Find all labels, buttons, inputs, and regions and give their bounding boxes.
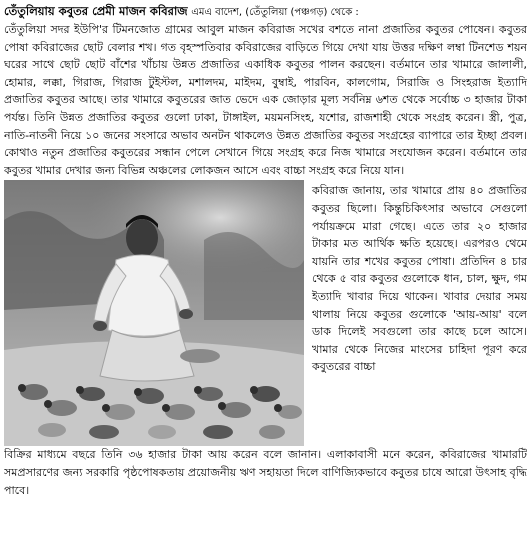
headline-row — [4, 3, 527, 21]
photo-section — [4, 180, 527, 446]
headline: তেঁতুলিয়ায় কবুতর প্রেমী মাজন কবিরাজ — [4, 4, 188, 18]
side-column-text: কবিরাজ জানায়, তার খামারে প্রায় ৪০ প্রজাতির কবুতর ছিলো। কিন্তুচিকিৎসার অভাবে সেগুলো পর্যায়ক্রমে মারা গেছে। এতে তার ২০ হাজার টাকার মত আর্থিক ক্ষতি হয়েছে। এরপরও থেমে যায়নি তার শখের কবুতর পোষা। প্রতিদিন ৪ চার থেকে ৫ বার কবুতর গুলোকে ধান, চাল, ক্ষুদ, গম ইত্যাদি খাবার দিয়ে থাকেন। খাবার দেয়ার সময় থালায় নিয়ে কবুতর গুলোকে 'আয়-আয়' বলে ডাক দিলেই সবগুলো তার কাছে চলে আসে। খামার থেকে নিজের মাংসের চাহিদা পূরণ করে কবুতরের বাচ্চা — [312, 184, 527, 374]
byline: এমএ বাদেশ, (তেঁতুলিয়া (পঞ্চগড়) থেকে : — [191, 7, 359, 18]
paragraph-intro: তেঁতুলিয়া সদর ইউপি'র টিমনজোত গ্রামের আবুল মাজন কবিরাজ সখের বশতে নানা প্রজাতির কবুতর পোষেন। কবুতর পোষা কবিরাজের ছোট বেলার শখ। গত বৃহস্পতিবার কবিরাজের বাড়িতে গিয়ে দেখা যায় উত্তর দক্ষিণ লম্বা টিনশেড শয়ন ঘরের সাথে ছোট ছোট বাঁশের খাঁচায় উন্নত প্রজাতির একাধিক কবুতর পালন করছেন। বর্তমানে তার খামারে জালালী, হোমার, লক্কা, গিরাজ, গিরাজ টুইস্টল, মশালদম, মাইদম, বুম্বাই, পারবিন, কালগোম, সিরাজি ও সিংহরাজ ইত্যাদি প্রজাতির কবুতর আছে। তার খামারে কবুতরের জাত ভেদে এক জোড়ার মূল্য সর্বনিম্ন ৬শত থেকে সর্বোচ্চ ৩ হাজার টাকা পর্যন্ত। তিনি উন্নত প্রজাতির কবুতর গুলো ঢাকা, টাঙ্গাইল, ময়মনসিংহ, যশোর, রাজশাহী থেকে সংগ্রহ করেন। স্ত্রী, পুত্র, নাতি-নাতনী নিয়ে ১০ জনের সংসারে অভাব অনটন থাকলেও উন্নত প্রজাতির কবুতর সংগ্রহের ব্যাপারে তার ইচ্ছা প্রবল। কোথাও নতুন প্রজাতির কবুতরের সন্ধান পেলে সেখানে গিয়ে সংগ্রহ করে নিজ খামারে সংযোজন করেন। বর্তমানে তার কবুতর খামার দেখার জন্য বিভিন্ন অঞ্চলের লোকজন আসে এবং বাচ্চা সংগ্রহ করে নিয়ে যান। — [4, 23, 527, 177]
man-feeding-pigeons-photo — [4, 180, 304, 446]
paragraph-closing: বিক্রির মাধ্যমে বছরে তিনি ৩৬ হাজার টাকা আয় করেন বলে জানান। এলাকাবাসী মনে করেন, কবিরাজের খামারটি সমপ্রসারণের জন্য সরকারি পৃষ্ঠপোষকতায় প্রয়োজনীয় ঋণ সহায়তা দিলে বাণিজ্যিকভাবে কবুতর চাষে আরো উৎসাহ বৃদ্ধি পাবে। — [4, 448, 527, 497]
article — [4, 3, 527, 535]
